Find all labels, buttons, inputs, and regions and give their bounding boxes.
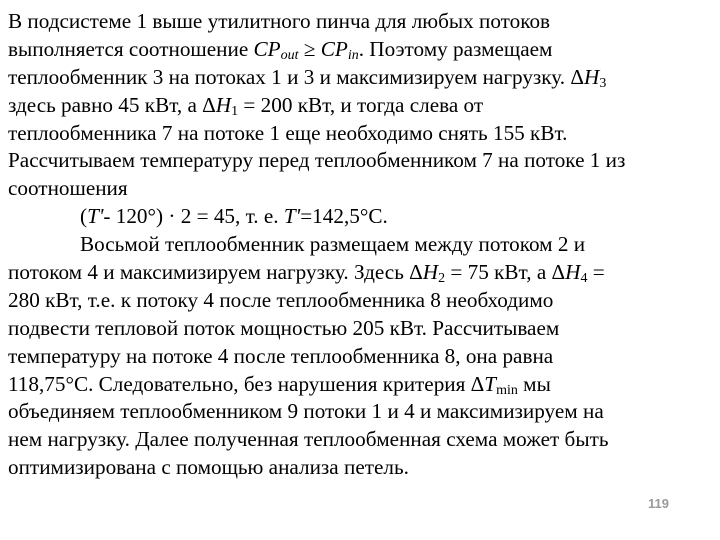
text-line: потоком 4 и максимизируем нагрузку. Здесь $\Delta H_2 = 75$ кВт, а $\Delta H_4$ = xyxy=(8,260,605,287)
italic-symbol: T' xyxy=(87,204,104,229)
italic-symbol: T xyxy=(484,371,497,396)
subscript: 1 xyxy=(231,103,239,119)
text-line: теплообменник 3 на потоках 1 и 3 и максимизируем нагрузку. $\Delta H_3$ xyxy=(8,64,607,91)
subscript: in xyxy=(347,47,359,63)
text-line: Рассчитываем температуру перед теплообменником 7 на потоке 1 из xyxy=(8,148,626,173)
text-line: температуру на потоке 4 после теплообменника 8, она равна xyxy=(8,343,554,368)
text-line: Восьмой теплообменник размещаем между потоком 2 и xyxy=(80,232,586,257)
body-text xyxy=(8,8,708,482)
subscript: out xyxy=(280,47,299,63)
subscript: 2 xyxy=(438,271,446,287)
text-line: 118,75°C. Следовательно, без нарушения критерия $\Delta T_{min}$ мы xyxy=(8,371,551,398)
text-line: 280 кВт, т.е. к потоку 4 после теплообменника 8 необходимо xyxy=(8,287,554,312)
text-line: здесь равно 45 кВт, а $\Delta H_1 = 200$ кВт, и тогда слева от xyxy=(8,92,484,119)
text-line: соотношения xyxy=(8,176,128,201)
italic-symbol: CP xyxy=(320,36,348,61)
italic-symbol: H xyxy=(565,260,581,285)
italic-symbol: T' xyxy=(283,204,301,229)
slide-number: 119 xyxy=(648,496,669,511)
text-line: объединяем теплообменником 9 потоки 1 и 4 и максимизируем на xyxy=(8,399,604,424)
subscript: min xyxy=(496,382,518,398)
text-line: теплообменника 7 на потоке 1 еще необходимо снять 155 кВт. xyxy=(8,120,568,145)
text-line: В подсистеме 1 выше утилитного пинча для любых потоков xyxy=(8,9,551,33)
text-line: нем нагрузку. Далее полученная теплообменная схема может быть xyxy=(8,427,609,452)
subscript: 3 xyxy=(599,75,607,91)
italic-symbol: H xyxy=(215,92,232,117)
text-line: выполняется соотношение $CP_{out} \ge CP_{in}$. Поэтому размещаем xyxy=(8,36,553,63)
text-line: (T'- 120°) · 2 = 45, т. е. T'=142,5°C. xyxy=(80,204,388,229)
italic-symbol: CP xyxy=(253,36,281,61)
italic-symbol: H xyxy=(584,64,600,89)
italic-symbol: H xyxy=(422,260,439,285)
text-line: подвести тепловой поток мощностью 205 кВт. Рассчитываем xyxy=(8,315,560,340)
text-line: оптимизирована с помощью анализа петель. xyxy=(8,455,409,480)
subscript: 4 xyxy=(580,271,588,287)
